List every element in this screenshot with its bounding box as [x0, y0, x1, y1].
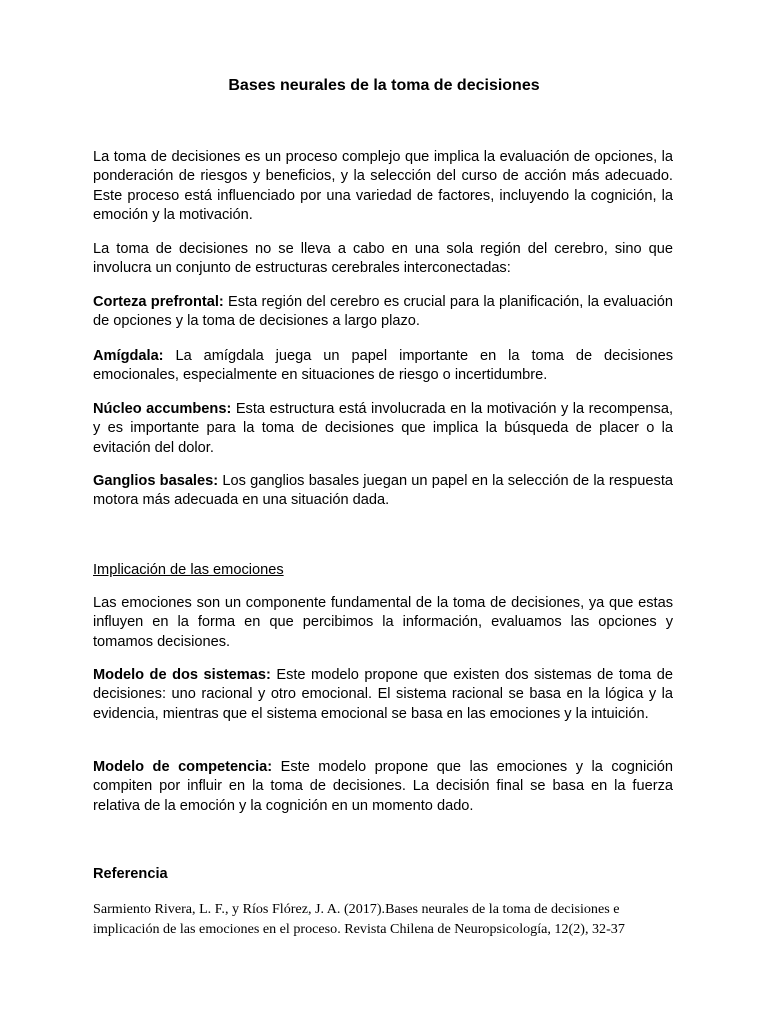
paragraph-text: Este modelo propone que existen dos sistemas de toma de decisiones: uno racional y otro emocional. El sistema racional se basa en la lógica y la evidencia, mientras que el sistema emocional se basa en las emociones y la intuición.: [93, 667, 673, 722]
amygdala-paragraph: [93, 347, 673, 386]
dual-system-model-paragraph: [93, 666, 673, 724]
paragraph-text: Las emociones son un componente fundamental de la toma de decisiones, ya que estas influyen en la forma en que percibimos la información, evaluamos las opciones y tomamos decisiones.: [93, 595, 673, 650]
section-heading: Implicación de las emociones: [93, 562, 284, 578]
term-label: Amígdala:: [93, 348, 164, 364]
reference-citation: Sarmiento Rivera, L. F., y Ríos Flórez, J. A. (2017).Bases neurales de la toma de decisiones e implicación de las emociones en el proceso. Revista Chilena de Neuropsicología, 12(2), 32-37: [93, 901, 625, 937]
paragraph-text: La toma de decisiones es un proceso complejo que implica la evaluación de opciones, la ponderación de riesgos y beneficios, y la selección del curso de acción más adecuado. Este proceso está influenciado por una variedad de factores, incluyendo la cognición, la emoción y la motivación.: [93, 149, 673, 224]
paragraph-text: La amígdala juega un papel importante en la toma de decisiones emocionales, especialmente en situaciones de riesgo o incertidumbre.: [93, 348, 673, 384]
emotions-paragraph: [93, 594, 673, 652]
paragraph-text: Este modelo propone que las emociones y la cognición compiten por influir en la toma de decisiones. La decisión final se basa en la fuerza relativa de la emoción y la cognición en un momento dado.: [93, 759, 673, 814]
term-label: Modelo de dos sistemas:: [93, 667, 271, 683]
paragraph-text: Los ganglios basales juegan un papel en la selección de la respuesta motora más adecuada en una situación dada.: [93, 473, 673, 509]
term-label: Corteza prefrontal:: [93, 294, 224, 310]
intro-paragraph: [93, 148, 673, 226]
prefrontal-cortex-paragraph: [93, 293, 673, 332]
term-label: Modelo de competencia:: [93, 759, 273, 775]
paragraph-text: Esta estructura está involucrada en la motivación y la recompensa, y es importante para la toma de decisiones que implica la búsqueda de placer o la evitación del dolor.: [93, 401, 673, 456]
structures-intro-paragraph: [93, 240, 673, 279]
paragraph-text: Esta región del cerebro es crucial para la planificación, la evaluación de opciones y la toma de decisiones a largo plazo.: [93, 294, 674, 330]
reference-heading: Referencia: [93, 866, 168, 882]
competition-model-paragraph: [93, 758, 673, 816]
basal-ganglia-paragraph: [93, 472, 673, 511]
nucleus-accumbens-paragraph: [93, 400, 673, 458]
paragraph-text: La toma de decisiones no se lleva a cabo en una sola región del cerebro, sino que involucra un conjunto de estructuras cerebrales interconectadas:: [93, 241, 673, 277]
page-title: Bases neurales de la toma de decisiones: [228, 77, 540, 94]
term-label: Núcleo accumbens:: [93, 401, 232, 417]
term-label: Ganglios basales:: [93, 473, 219, 489]
